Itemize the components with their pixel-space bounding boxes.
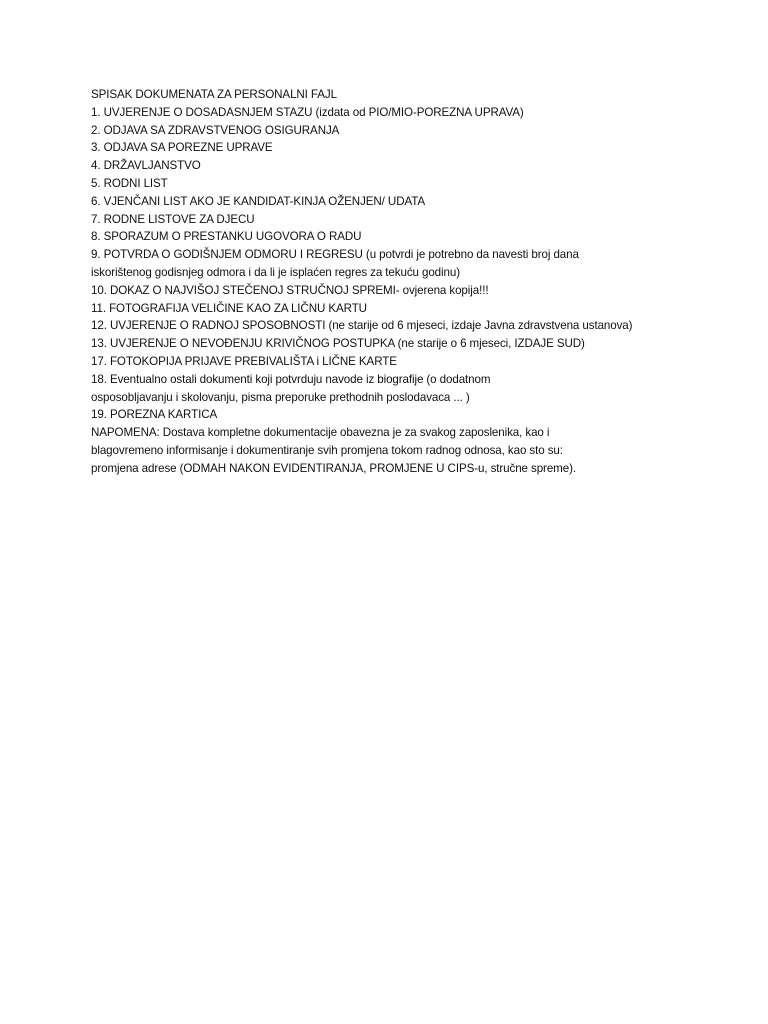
note-line-1: NAPOMENA: Dostava kompletne dokumentacije obavezna je za svakog zaposlenika, kao i: [91, 426, 550, 440]
list-item-18-line-2: osposobljavanju i skolovanju, pisma preporuke prethodnih poslodavaca ... ): [91, 390, 470, 404]
list-item: 5. RODNI LIST: [91, 176, 168, 190]
list-item: 2. ODJAVA SA ZDRAVSTVENOG OSIGURANJA: [91, 123, 340, 137]
list-item-18-line-1: 18. Eventualno ostali dokumenti koji potvrduju navode iz biografije (o dodatnom: [91, 372, 491, 386]
list-item: 11. FOTOGRAFIJA VELIČINE KAO ZA LIČNU KARTU: [91, 301, 367, 315]
list-item: 8. SPORAZUM O PRESTANKU UGOVORA O RADU: [91, 230, 362, 244]
list-item-19: 19. POREZNA KARTICA: [91, 408, 218, 422]
list-item: 6. VJENČANI LIST AKO JE KANDIDAT-KINJA OŽENJEN/ UDATA: [91, 194, 425, 208]
list-item: 7. RODNE LISTOVE ZA DJECU: [91, 212, 255, 226]
list-item: 13. UVJERENJE O NEVOĐENJU KRIVIČNOG POSTUPKA (ne starije o 6 mjeseci, IZDAJE SUD): [91, 337, 585, 351]
list-item: 4. DRŽAVLJANSTVO: [91, 159, 201, 173]
list-item: 3. ODJAVA SA POREZNE UPRAVE: [91, 141, 273, 155]
list-item-9-line-1: 9. POTVRDA O GODIŠNJEM ODMORU I REGRESU (u potvrdi je potrebno da navesti broj dana: [91, 248, 579, 262]
list-item: 1. UVJERENJE O DOSADASNJEM STAZU (izdata od PIO/MIO-POREZNA UPRAVA): [91, 105, 524, 119]
list-item-9-line-2: iskorištenog godisnjeg odmora i da li je isplaćen regres za tekuću godinu): [91, 265, 460, 279]
list-item: 12. UVJERENJE O RADNOJ SPOSOBNOSTI (ne starije od 6 mjeseci, izdaje Javna zdravstvena ustanova): [91, 319, 633, 333]
list-item: 17. FOTOKOPIJA PRIJAVE PREBIVALIŠTA i LIČNE KARTE: [91, 354, 397, 368]
note-line-2: blagovremeno informisanje i dokumentiranje svih promjena tokom radnog odnosa, kao sto su:: [91, 443, 563, 457]
document-title: SPISAK DOKUMENATA ZA PERSONALNI FAJL: [91, 88, 337, 101]
note-line-3: promjena adrese (ODMAH NAKON EVIDENTIRANJA, PROMJENE U CIPS-u, stručne spreme).: [91, 461, 576, 475]
document-body: [91, 86, 731, 478]
list-item: 10. DOKAZ O NAJVIŠOJ STEČENOJ STRUČNOJ SPREMI- ovjerena kopija!!!: [91, 283, 489, 297]
